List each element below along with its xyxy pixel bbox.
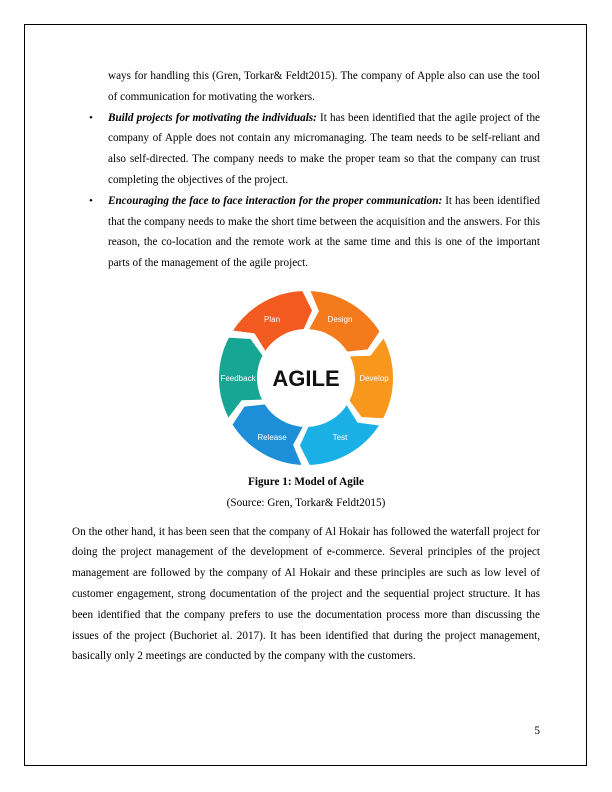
bullet-list [72, 108, 540, 274]
cycle-label-release: Release [257, 432, 287, 442]
document-body [72, 66, 540, 667]
bullet-text: It has been identified that the company needs to make the short time between the acquisition and the answers. For this reason, the co-location and the remote work at the same time and this is one of the important parts of the management of the agile project. [108, 194, 540, 270]
bullet-heading: Encouraging the face to face interaction for the proper communication: [108, 194, 443, 207]
cycle-label-plan: Plan [263, 315, 281, 325]
cycle-label-design: Design [327, 315, 353, 325]
continuation-text: ways for handling this (Gren, Torkar& Feldt2015). The company of Apple also can use the tool of communication for motivating the workers. [108, 70, 540, 103]
cycle-label-test: Test [332, 432, 348, 442]
cycle-label-feedback: Feedback [220, 373, 256, 383]
body-paragraph: On the other hand, it has been seen that the company of Al Hokair has followed the waterfall project for doing the project management of the development of e-commerce. Several principles of the project management are followed by the company of Al Hokair and these principles are such as low level of customer engagement, strong documentation of the project and the sequential project structure. It has been identified that the company prefers to use the documentation process more than discussing the issues of the project (Buchoriet al. 2017). It has been identified that during the project management, basically only 2 meetings are conducted by the company with the customers. [72, 525, 540, 663]
figure-caption: Figure 1: Model of Agile [248, 475, 364, 488]
bullet-item [72, 108, 540, 191]
bullet-icon: • [89, 111, 93, 124]
bullet-text: It has been identified that the agile project of the company of Apple does not contain any micromanaging. The team needs to be self-reliant and also self-directed. The company needs to make the proper team so that the company can trust completing the objectives of the project. [108, 111, 541, 186]
bullet-icon: • [89, 194, 93, 207]
agile-figure [72, 286, 540, 514]
center-label: AGILE [272, 365, 340, 391]
figure-source: (Source: Gren, Torkar& Feldt2015) [226, 496, 386, 509]
bullet-heading: Build projects for motivating the individuals: [108, 111, 317, 124]
cycle-label-develop: Develop [359, 373, 389, 383]
agile-cycle-diagram [216, 286, 396, 470]
page-number: 5 [534, 725, 540, 737]
bullet-item [72, 191, 540, 274]
